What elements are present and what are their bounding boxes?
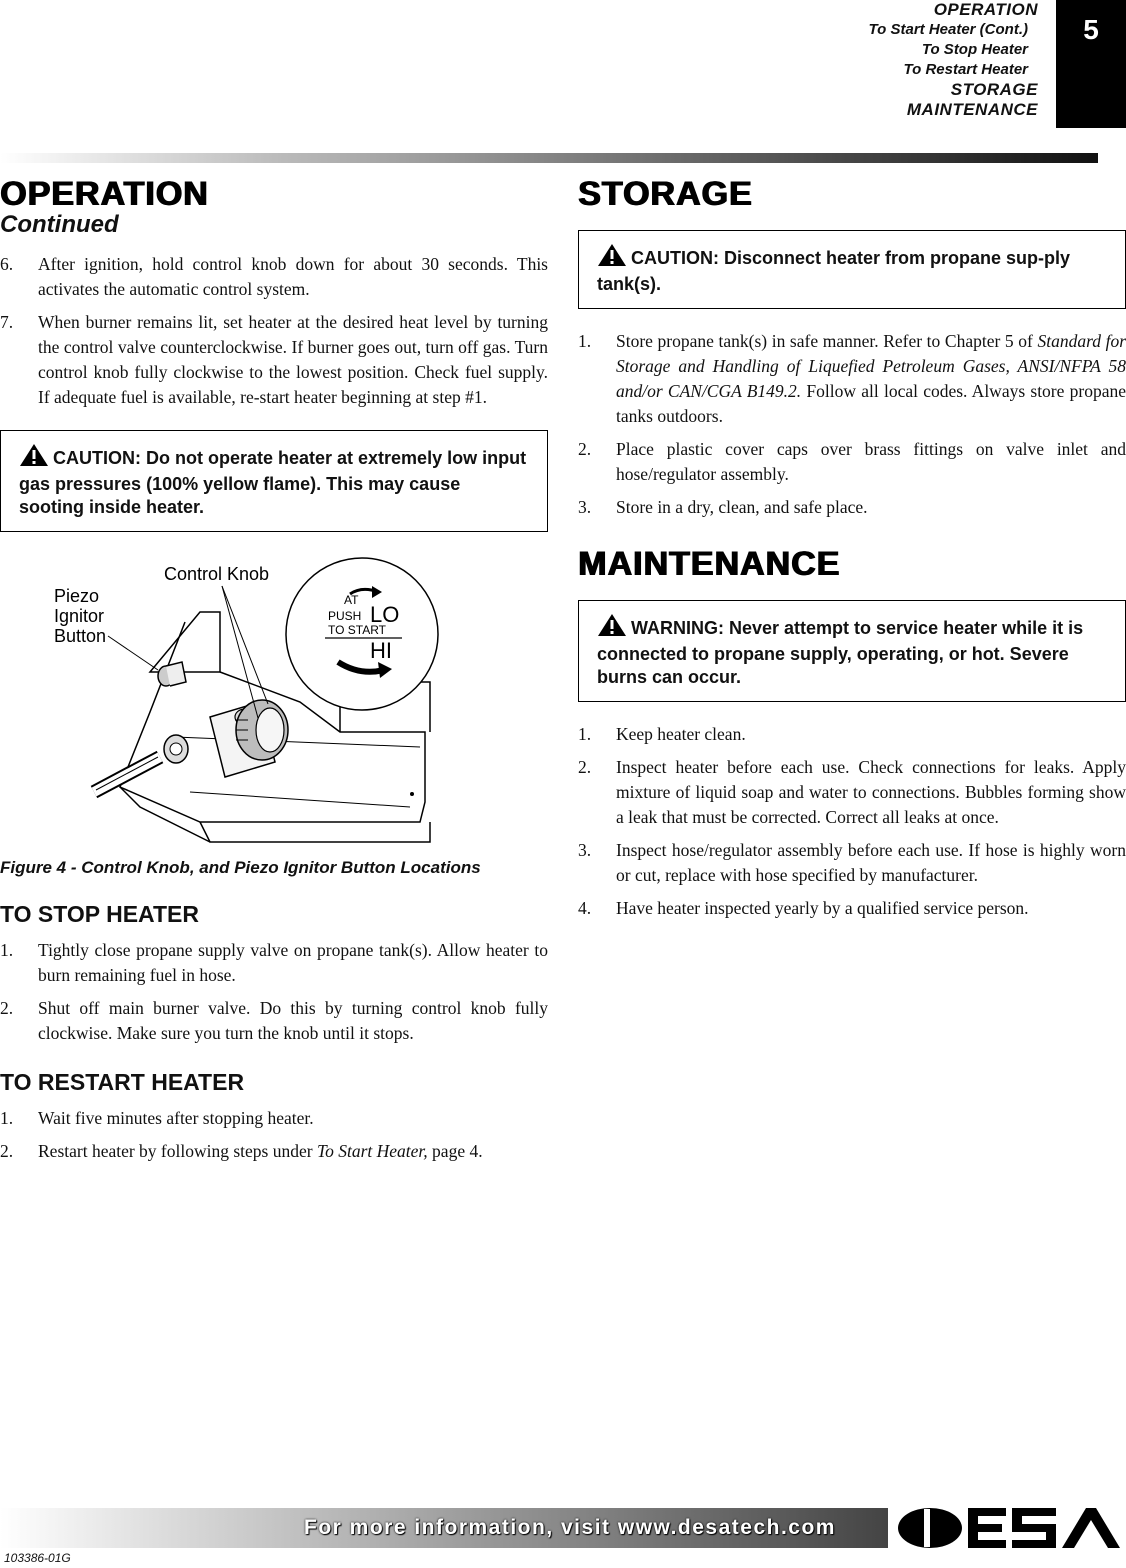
step-text-part: Store propane tank(s) in safe manner. Refer to Chapter 5 of xyxy=(616,331,1038,351)
list-item xyxy=(0,252,548,302)
step-text: Have heater inspected yearly by a qualified service person. xyxy=(616,898,1029,918)
label-button: Button xyxy=(54,626,107,646)
nav-operation: OPERATION xyxy=(933,0,1038,19)
heater-illustration xyxy=(0,552,548,852)
page-number: 5 xyxy=(1056,0,1126,128)
operation-title: OPERATION xyxy=(0,175,209,213)
maintenance-warning-box xyxy=(578,600,1126,702)
operation-caution-box xyxy=(0,430,548,532)
step-number: 4. xyxy=(578,898,592,918)
step-text-part: page 4. xyxy=(427,1141,483,1161)
header-navigation xyxy=(869,0,1038,120)
restart-heater-steps xyxy=(0,1106,548,1164)
list-item xyxy=(0,310,548,410)
step-number: 1. xyxy=(0,1108,14,1128)
list-item xyxy=(578,838,1126,888)
dial-push: PUSH xyxy=(328,609,362,623)
nav-maintenance: MAINTENANCE xyxy=(906,100,1038,119)
step-number: 3. xyxy=(578,497,592,517)
operation-subtitle: Continued xyxy=(0,211,119,238)
storage-caution-box xyxy=(578,230,1126,309)
warning-triangle-icon xyxy=(19,443,49,473)
right-column xyxy=(578,172,1126,929)
step-text: Inspect hose/regulator assembly before each use. If hose is highly worn or cut, replace with hose specified by manufacturer. xyxy=(616,840,1126,885)
nav-storage: STORAGE xyxy=(950,80,1038,99)
list-item xyxy=(578,329,1126,429)
nav-to-stop-heater: To Stop Heater xyxy=(921,41,1028,58)
list-item xyxy=(0,1106,548,1131)
dial-to-start: TO START xyxy=(328,623,387,637)
storage-title: STORAGE xyxy=(578,175,753,213)
warning-text: WARNING: Never attempt to service heater while it is connected to propane supply, operating, or hot. Severe burns can occur. xyxy=(597,618,1084,687)
dial-hi: HI xyxy=(370,638,392,663)
warning-triangle-icon xyxy=(597,243,627,273)
list-item xyxy=(578,896,1126,921)
nav-to-start-heater: To Start Heater (Cont.) xyxy=(868,21,1028,38)
caution-text: CAUTION: Do not operate heater at extremely low input gas pressures (100% yellow flame). This may cause sooting inside heater. xyxy=(19,448,527,517)
step-text-part: Restart heater by following steps under xyxy=(38,1141,317,1161)
caution-text: CAUTION: Disconnect heater from propane sup-ply tank(s). xyxy=(597,248,1071,294)
step-number: 1. xyxy=(578,331,592,351)
step-text xyxy=(616,329,1126,429)
nav-to-restart-heater: To Restart Heater xyxy=(903,61,1028,78)
dial-lo: LO xyxy=(370,602,400,627)
list-item xyxy=(578,495,1126,520)
stop-heater-steps xyxy=(0,938,548,1046)
step-text: After ignition, hold control knob down for about 30 seconds. This activates the automatic control system. xyxy=(38,254,548,299)
step-text: Wait five minutes after stopping heater. xyxy=(38,1108,314,1128)
dial-at: AT xyxy=(344,593,359,607)
label-ignitor: Ignitor xyxy=(54,606,105,626)
step-number: 3. xyxy=(578,840,592,860)
step-text-reference: To Start Heater, xyxy=(316,1141,428,1161)
list-item xyxy=(578,755,1126,830)
step-text-part: Follow all local codes. Always store propane tanks outdoors. xyxy=(616,381,1126,426)
step-text xyxy=(38,1139,548,1164)
step-text-reference: Standard for Storage and Handling of Liquefied Petroleum Gases, ANSI/NFPA 58 and/or CAN/CGA B149.2. xyxy=(616,331,1126,401)
step-number: 2. xyxy=(0,998,14,1018)
restart-heater-title: TO RESTART HEATER xyxy=(0,1069,245,1095)
step-number: 2. xyxy=(578,757,592,777)
label-piezo: Piezo xyxy=(54,586,100,606)
storage-steps xyxy=(578,329,1126,520)
desa-logo xyxy=(896,1506,1122,1550)
operation-steps xyxy=(0,252,548,410)
left-column xyxy=(0,172,548,1172)
footer-info-link[interactable]: For more information, visit www.desatech.com xyxy=(304,1516,836,1539)
maintenance-steps xyxy=(578,722,1126,921)
list-item xyxy=(0,938,548,988)
document-number: 103386-01G xyxy=(4,1551,71,1565)
list-item xyxy=(0,996,548,1046)
maintenance-title: MAINTENANCE xyxy=(578,545,841,583)
list-item xyxy=(578,437,1126,487)
list-item xyxy=(0,1139,548,1164)
step-number: 6. xyxy=(0,254,14,274)
step-number: 2. xyxy=(0,1141,14,1161)
step-text: Inspect heater before each use. Check connections for leaks. Apply mixture of liquid soap and water to connections. Bubbles forming show a leak that must be corrected. Correct all leaks at once. xyxy=(616,757,1126,827)
figure-control-knob xyxy=(0,552,548,852)
list-item xyxy=(578,722,1126,747)
step-number: 1. xyxy=(0,940,14,960)
step-text: Keep heater clean. xyxy=(616,724,746,744)
step-text: Tightly close propane supply valve on propane tank(s). Allow heater to burn remaining fuel in hose. xyxy=(38,940,548,985)
step-text: Place plastic cover caps over brass fittings on valve inlet and hose/regulator assembly. xyxy=(616,439,1126,484)
step-text: When burner remains lit, set heater at the desired heat level by turning the control valve counterclockwise. If burner goes out, turn off gas. Turn control knob fully clockwise to the lowest position. Check fuel supply. If adequate fuel is available, re-start heater beginning at step #1. xyxy=(38,312,548,407)
step-number: 1. xyxy=(578,724,592,744)
stop-heater-title: TO STOP HEATER xyxy=(0,901,199,927)
logo-text: DESA xyxy=(896,1506,899,1507)
step-text: Shut off main burner valve. Do this by turning control knob fully clockwise. Make sure you turn the knob until it stops. xyxy=(38,998,548,1043)
step-text: Store in a dry, clean, and safe place. xyxy=(616,497,868,517)
step-number: 7. xyxy=(0,312,14,332)
label-control-knob: Control Knob xyxy=(164,564,270,584)
header-divider xyxy=(0,153,1098,163)
warning-triangle-icon xyxy=(597,613,627,643)
figure-caption: Figure 4 - Control Knob, and Piezo Ignitor Button Locations xyxy=(0,858,481,877)
step-number: 2. xyxy=(578,439,592,459)
